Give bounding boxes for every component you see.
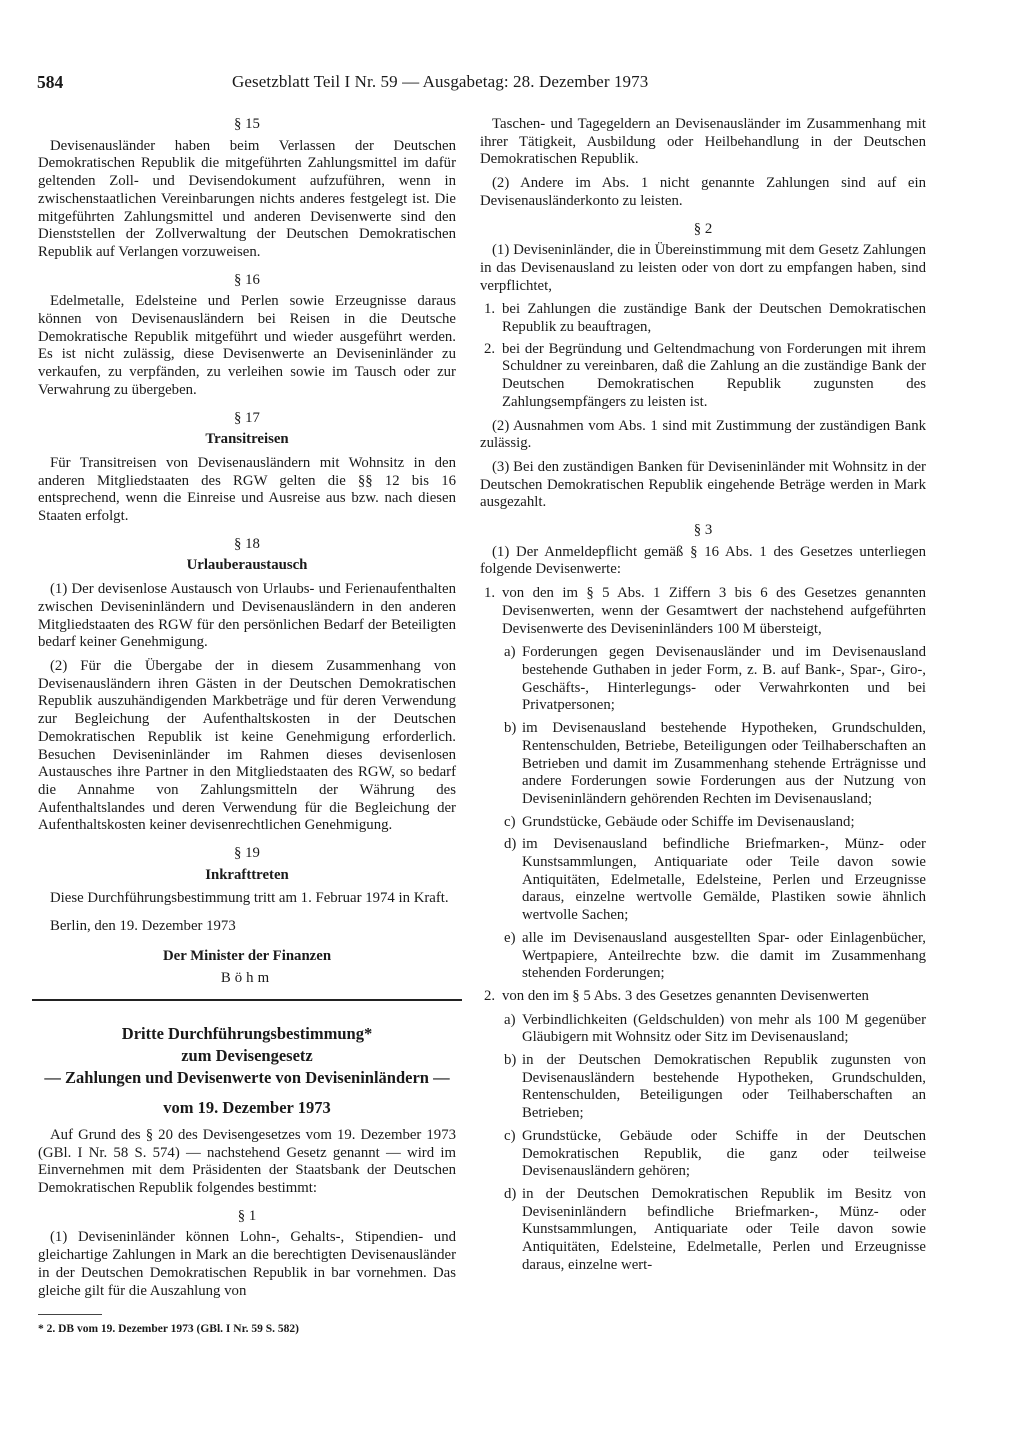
document-title-line: Dritte Durchführungsbestimmung*	[121, 1024, 373, 1044]
list-item	[480, 814, 926, 832]
list-item-text: im Devisenausland bestehende Hypotheken, Grundschulden, Rentenschulden, Betriebe, Beteiligungen oder Teilhaberschaften an Betrieben und damit im Zusammenhang stehende Erträgnisse und andere Forderungen sowie Forderungen aus der Nutzung von Deviseninländern gehörenden Rechten im Devisenausland;	[522, 720, 926, 807]
section-divider	[32, 999, 462, 1001]
section-number: § 15	[234, 116, 260, 132]
list-item-text: alle im Devisenausland ausgestellten Spar- oder Einlagenbücher, Wertpapiere, Anteilrechte bzw. die damit im Zusammenhang stehenden Forderungen;	[522, 929, 926, 982]
list-item-text: in der Deutschen Demokratischen Republik im Besitz von Deviseninländern befindliche Briefmarken-, Münz- oder Kunstsammlungen, Antiquariate oder Teile davon sowie Antiquitäten, Edelsteine, Edelmetalle, Perlen und Erzeugnisse daraus, einzelne wert-	[522, 1185, 926, 1273]
list-item	[480, 988, 926, 1006]
numbered-list	[480, 301, 926, 411]
document-date: vom 19. Dezember 1973	[163, 1098, 331, 1118]
paragraph: (3) Bei den zuständigen Banken für Deviseninländer mit Wohnsitz in der Deutschen Demokratischen Republik eingehende Beträge werden in Mark ausgezahlt.	[480, 458, 926, 511]
list-item-text: im Devisenausland befindliche Briefmarken-, Münz- oder Kunstsammlungen, Antiquariate oder Teile davon sowie Antiquitäten, Edelmetalle, Edelsteine, Perlen und Erzeugnisse daraus, einzelne wertvolle Gemälde, Plastiken sowie ähnlich wertvolle Sachen;	[522, 836, 926, 924]
list-marker: 1.	[484, 301, 496, 318]
numbered-list	[480, 585, 926, 638]
section-title: Inkrafttreten	[205, 866, 289, 883]
list-item	[480, 1128, 926, 1181]
list-item-text: Grundstücke, Gebäude oder Schiffe im Devisenausland;	[522, 813, 855, 830]
list-marker: a)	[504, 644, 516, 661]
paragraph: (2) Für die Übergabe der in diesem Zusammenhang von Devisenausländern ihren Gästen in der Deutschen Demokratischen Republik auszuhändigenden Markbeträge und für deren Verwendung zur Begleichung der Aufenthaltskosten in der Deutschen Demokratischen Republik ist keine Genehmigung erforderlich. Besuchen Deviseninländer im Rahmen dieses devisenlosen Austausches ihre Partner in den Mitgliedstaaten des RGW, so bedarf die Annahme von Zahlungsmitteln der Währung des Aufenthaltslandes und deren Verwendung für die Begleichung der Aufenthaltskosten keiner devisenrechtlichen Genehmigung.	[38, 657, 456, 834]
signature-name: Böhm	[220, 969, 274, 986]
list-item	[480, 930, 926, 983]
paragraph: (1) Der Anmeldepflicht gemäß § 16 Abs. 1 des Gesetzes unterliegen folgende Devisenwerte:	[480, 543, 926, 578]
page-number: 584	[37, 72, 64, 92]
list-item-text: bei Zahlungen die zuständige Bank der Deutschen Demokratischen Republik zu beauftragen,	[502, 301, 926, 336]
list-marker: 2.	[484, 340, 496, 357]
list-item-text: von den im § 5 Abs. 1 Ziffern 3 bis 6 des Gesetzes genannten Devisenwerten, wenn der Gesamtwert der nachstehend aufgeführten Devisenwerte des Deviseninländers 100 M übersteigt,	[502, 585, 926, 637]
list-item-text: Verbindlichkeiten (Geldschulden) von mehr als 100 M gegenüber Gläubigern mit Wohnsitz oder Sitz im Devisenausland;	[522, 1011, 926, 1046]
numbered-list	[480, 988, 926, 1006]
document-title-line: zum Devisengesetz	[181, 1046, 313, 1066]
list-item-text: von den im § 5 Abs. 3 des Gesetzes genannten Devisenwerten	[502, 987, 869, 1004]
list-item	[480, 1012, 926, 1047]
paragraph: Taschen- und Tagegeldern an Devisenausländer im Zusammenhang mit ihrer Tätigkeit, Ausbildung oder Heilbehandlung in der Deutschen Demokratischen Republik.	[480, 116, 926, 168]
document-subtitle: — Zahlungen und Devisenwerte von Deviseninländern —	[44, 1068, 450, 1088]
left-column	[38, 116, 456, 1339]
lettered-list	[480, 644, 926, 983]
header-title: Gesetzblatt Teil I Nr. 59 — Ausgabetag: 28. Dezember 1973	[232, 72, 649, 91]
list-marker: c)	[504, 813, 516, 830]
list-marker: 2.	[484, 987, 496, 1004]
paragraph: Diese Durchführungsbestimmung tritt am 1. Februar 1974 in Kraft.	[50, 890, 449, 907]
list-item	[480, 1052, 926, 1123]
footnote-divider	[38, 1314, 102, 1315]
signing-date: Berlin, den 19. Dezember 1973	[50, 918, 236, 935]
paragraph: (2) Ausnahmen vom Abs. 1 sind mit Zustimmung der zuständigen Bank zulässig.	[480, 417, 926, 452]
section-title: Urlauberaustausch	[186, 557, 308, 574]
paragraph: Devisenausländer haben beim Verlassen der Deutschen Demokratischen Republik die mitgeführten Zahlungsmittel im dafür geltenden Zoll- und Devisendokument aufzuführen, wenn in zwischenstaatlichen Vereinbarungen nichts anderes festgelegt ist. Die mitgeführten Zahlungsmittel und anderen Devisenwerte sind den Dienststellen der Zollverwaltung der Deutschen Demokratischen Republik auf Verlangen vorzuweisen.	[38, 137, 456, 260]
list-item	[480, 341, 926, 412]
list-marker: d)	[504, 836, 517, 853]
section-number: § 19	[234, 845, 260, 862]
paragraph: (1) Der devisenlose Austausch von Urlaubs- und Ferienaufenthalten zwischen Deviseninländern und Devisenausländern in den anderen Mitgliedstaaten des RGW für den persönlichen Bedarf der Beteiligten bedarf keiner Genehmigung.	[38, 581, 456, 651]
section-number: § 17	[234, 409, 260, 426]
footnote: * 2. DB vom 19. Dezember 1973 (GBl. I Nr. 59 S. 582)	[38, 1323, 299, 1336]
list-marker: a)	[504, 1011, 516, 1028]
paragraph: Edelmetalle, Edelsteine und Perlen sowie Erzeugnisse daraus können von Devisenausländern bei Reisen in die Deutsche Demokratische Republik mitgeführt und wieder ausgeführt werden. Es ist nicht zulässig, diese Devisenwerte an Deviseninländer zu verkaufen, zu verpfänden, zu verleihen sowie im Tausch oder zur Verwahrung zu übergeben.	[38, 293, 456, 398]
paragraph: (1) Deviseninländer können Lohn-, Gehalts-, Stipendien- und gleichartige Zahlungen in Mark an die berechtigten Devisenausländer in der Deutschen Demokratischen Republik in bar vornehmen. Das gleiche gilt für die Auszahlung von	[38, 1229, 456, 1299]
list-item	[480, 301, 926, 336]
list-marker: d)	[504, 1185, 517, 1202]
paragraph: (1) Deviseninländer, die in Übereinstimmung mit dem Gesetz Zahlungen in das Devisenausland zu leisten oder von dort zu empfangen haben, sind verpflichtet,	[480, 242, 926, 294]
list-item	[480, 644, 926, 715]
list-item	[480, 836, 926, 925]
section-number: § 2	[693, 220, 713, 237]
list-item-text: bei der Begründung und Geltendmachung von Forderungen mit ihrem Schuldner zu vereinbaren, daß die Zahlung an die zuständige Bank der Deutschen Demokratischen Republik zugunsten des Zahlungsempfängers zu leisten ist.	[502, 340, 926, 410]
list-item	[480, 585, 926, 638]
lettered-list	[480, 1012, 926, 1275]
list-marker: b)	[504, 1052, 517, 1069]
minister-title: Der Minister der Finanzen	[162, 947, 332, 964]
page-header	[0, 72, 1024, 96]
section-number: § 16	[234, 271, 260, 288]
section-number: § 3	[693, 522, 713, 539]
list-item	[480, 1186, 926, 1275]
document-title	[38, 1023, 456, 1089]
list-item	[480, 720, 926, 809]
right-column	[480, 116, 926, 1279]
preamble: Auf Grund des § 20 des Devisengesetzes vom 19. Dezember 1973 (GBl. I Nr. 58 S. 574) — nachstehend Gesetz genannt — wird im Einvernehmen mit dem Präsidenten der Staatsbank der Deutschen Demokratischen Republik folgendes bestimmt:	[38, 1126, 456, 1197]
list-marker: b)	[504, 720, 517, 737]
section-number: § 18	[234, 535, 260, 552]
list-item-text: in der Deutschen Demokratischen Republik zugunsten von Devisenausländern bestehende Hypotheken, Grundschulden, Rentenschulden, Beteiligungen oder Teilhaberschaften an Betrieben;	[522, 1052, 926, 1122]
list-marker: c)	[504, 1127, 516, 1144]
list-marker: 1.	[484, 585, 496, 602]
list-item-text: Grundstücke, Gebäude oder Schiffe in der Deutschen Demokratischen Republik, die ganz oder teilweise Devisenausländern gehören;	[522, 1127, 926, 1180]
list-item-text: Forderungen gegen Devisenausländer und im Devisenausland bestehende Guthaben in jeder Form, z. B. auf Bank-, Spar-, Giro-, Geschäfts-, Hinterlegungs- oder Verwahrkonten und bei Privatpersonen;	[522, 644, 926, 714]
paragraph: Für Transitreisen von Devisenausländern mit Wohnsitz in den anderen Mitgliedstaaten des RGW gelten die §§ 12 bis 16 entsprechend, wenn die Einreise und Ausreise aus bzw. nach diesen Staaten erfolgt.	[38, 454, 456, 525]
list-marker: e)	[504, 929, 516, 946]
section-title: Transitreisen	[205, 431, 289, 448]
paragraph: (2) Andere im Abs. 1 nicht genannte Zahlungen sind auf ein Devisenausländerkonto zu leisten.	[480, 175, 926, 209]
section-number: § 1	[237, 1207, 257, 1224]
